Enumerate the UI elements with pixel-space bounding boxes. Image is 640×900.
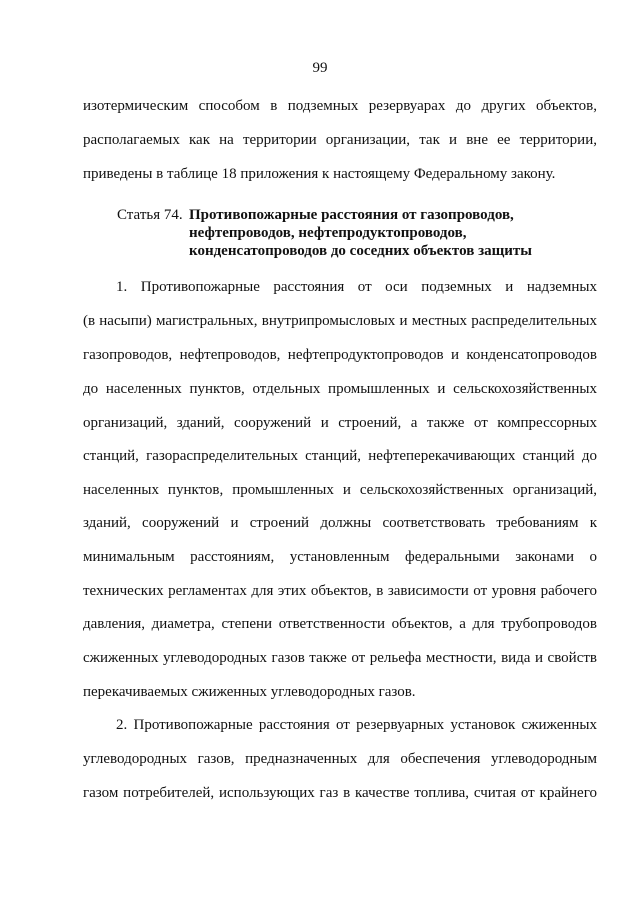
article-title-line: конденсатопроводов до соседних объектов защиты bbox=[189, 243, 532, 259]
paragraph-line: (в насыпи) магистральных, внутрипромысловых и местных распределительных bbox=[83, 313, 597, 329]
intro-line: приведены в таблице 18 приложения к настоящему Федеральному закону. bbox=[83, 166, 556, 182]
article-title-line: нефтепроводов, нефтепродуктопроводов, bbox=[189, 225, 467, 241]
paragraph-line: населенных пунктов, промышленных и сельскохозяйственных организаций, bbox=[83, 482, 597, 498]
paragraph-line: перекачиваемых сжиженных углеводородных газов. bbox=[83, 684, 416, 700]
paragraph-line: углеводородных газов, предназначенных для обеспечения углеводородным bbox=[83, 751, 597, 767]
paragraph-line: станций, газораспределительных станций, нефтеперекачивающих станций до bbox=[83, 448, 597, 464]
paragraph-line: давления, диаметра, степени ответственности объектов, а для трубопроводов bbox=[83, 616, 597, 632]
paragraph-line: минимальным расстояниям, установленным федеральными законами о bbox=[83, 549, 597, 565]
page-number: 99 bbox=[312, 60, 328, 76]
paragraph-line: газопроводов, нефтепроводов, нефтепродуктопроводов и конденсатопроводов bbox=[83, 347, 597, 363]
paragraph-line: 1. Противопожарные расстояния от оси подземных и надземных bbox=[116, 279, 597, 295]
paragraph-line: газом потребителей, использующих газ в качестве топлива, считая от крайнего bbox=[83, 785, 597, 801]
article-prefix: Статья 74. bbox=[117, 207, 183, 223]
intro-line: изотермическим способом в подземных резервуарах до других объектов, bbox=[83, 98, 597, 114]
article-title-line: Противопожарные расстояния от газопроводов, bbox=[189, 207, 514, 223]
paragraph-line: до населенных пунктов, отдельных промышленных и сельскохозяйственных bbox=[83, 381, 597, 397]
paragraph-line: 2. Противопожарные расстояния от резервуарных установок сжиженных bbox=[116, 717, 597, 733]
paragraph-line: технических регламентах для этих объектов, в зависимости от уровня рабочего bbox=[83, 583, 597, 599]
paragraph-line: зданий, сооружений и строений должны соответствовать требованиям к bbox=[83, 515, 597, 531]
paragraph-line: сжиженных углеводородных газов также от рельефа местности, вида и свойств bbox=[83, 650, 597, 666]
intro-line: располагаемых как на территории организации, так и вне ее территории, bbox=[83, 132, 597, 148]
paragraph-line: организаций, зданий, сооружений и строений, а также от компрессорных bbox=[83, 415, 597, 431]
